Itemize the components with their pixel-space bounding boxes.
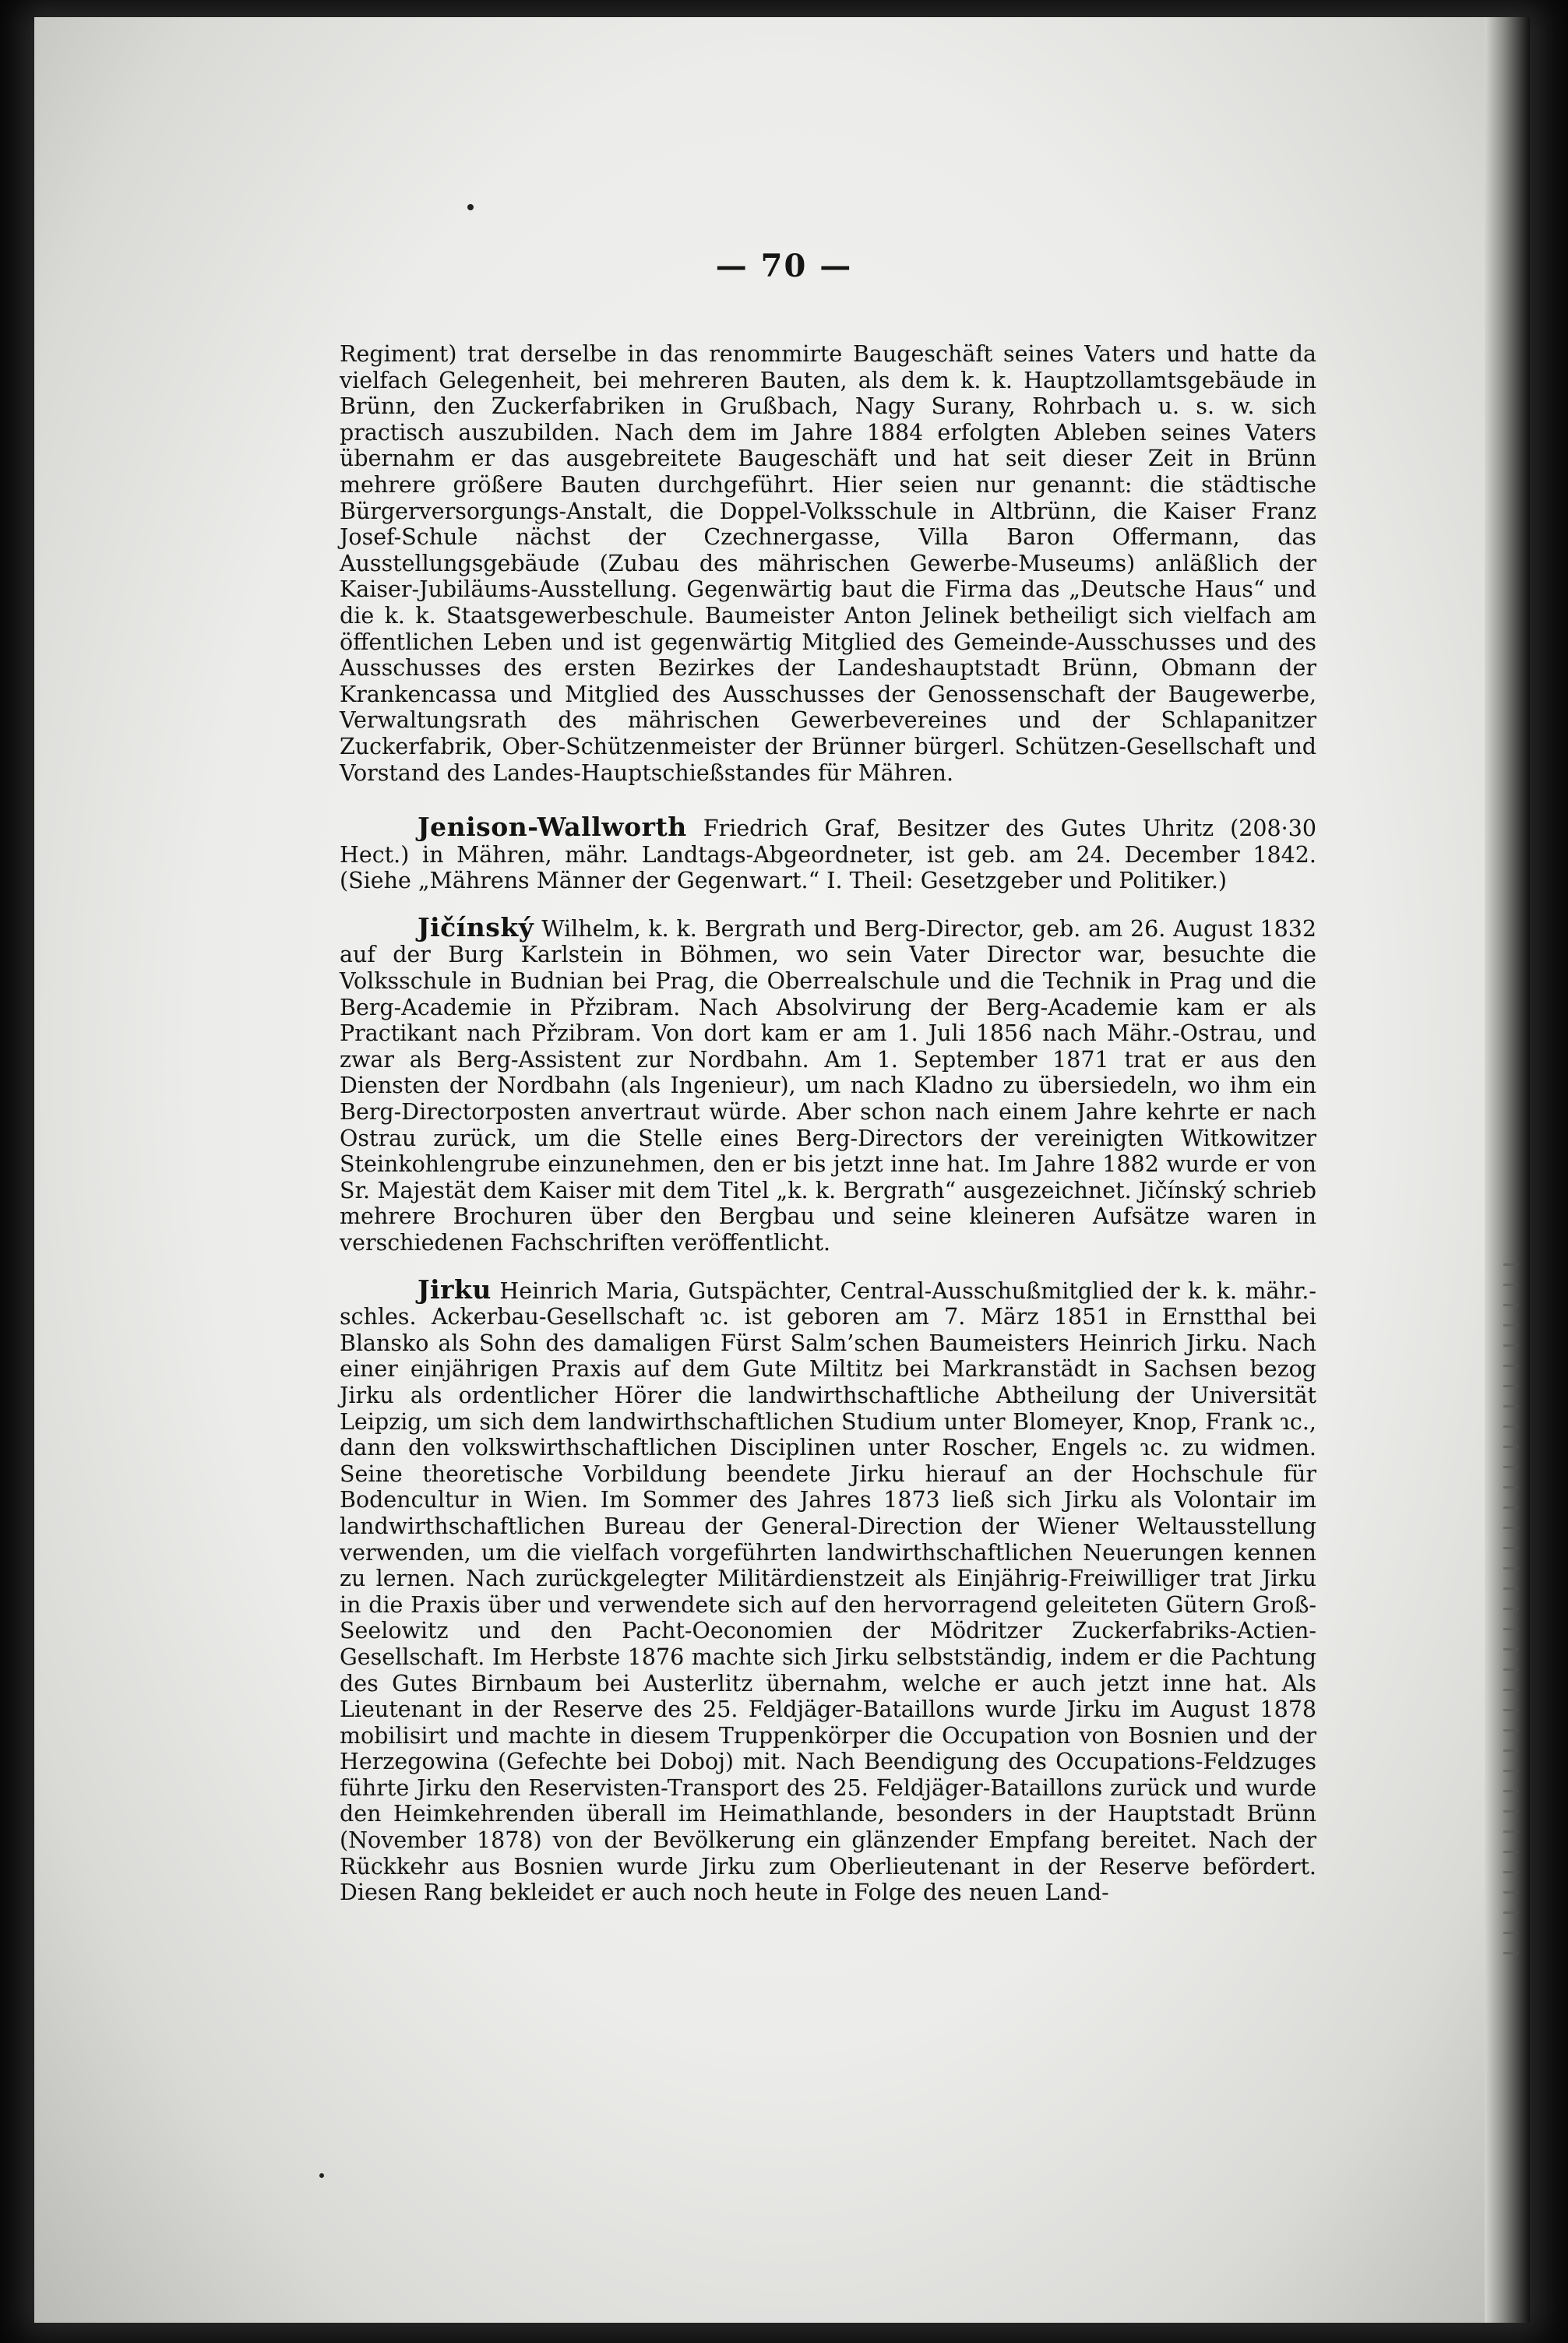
entry-text: Wilhelm, k. k. Bergrath und Berg-Director, geb. am 26. August 1832 auf der Burg Karlstein in Böhmen, wo sein Vater Director war, besuchte die Volksschule in Budnian bei Prag, die Oberrealschule und die Technik in Prag und die Berg-Academie in Přzibram. Nach Absolvirung der Berg-Academie kam er als Practikant nach Přzibram. Von dort kam er am 1. Juli 1856 nach Mähr.-Ostrau, und zwar als Berg-Assistent zur Nordbahn. Am 1. September 1871 trat er aus den Diensten der Nordbahn (als Ingenieur), um nach Kladno zu übersiedeln, wo ihm ein Berg-Directorposten anvertraut würde. Aber schon nach einem Jahre kehrte er nach Ostrau zurück, um die Stelle eines Berg-Directors der vereinigten Witkowitzer Steinkohlengrube einzunehmen, den er bis jetzt inne hat. Im Jahre 1882 wurde er von Sr. Majestät dem Kaiser mit dem Titel „k. k. Bergrath“ ausgezeichnet. Jičínský schrieb mehrere Brochuren über den Bergbau und seine kleineren Aufsätze waren in verschiedenen Fachschriften veröffentlicht. (340, 915, 1316, 1256)
entry-lemma: Jenison-Wallworth (418, 812, 687, 843)
entry-continuation (340, 341, 1316, 786)
entry-text: Friedrich Graf, Besitzer des Gutes Uhritz (208·30 Hect.) in Mähren, mähr. Landtags-Abgeordneter, ist geb. am 24. December 1842. (Siehe „Mährens Männer der Gegenwart.“ I. Theil: Gesetzgeber und Politiker.) (340, 816, 1317, 894)
article-text (340, 341, 1316, 1906)
entry-jirku (340, 1274, 1317, 1906)
entry-lemma: Jirku (418, 1274, 492, 1305)
entry-lemma: Jičínský (418, 911, 534, 942)
entry-jicinsky (340, 911, 1316, 1256)
page-spine-shadow (1485, 17, 1530, 2323)
speck (319, 2173, 324, 2178)
spine-marks (1503, 1263, 1519, 1964)
entry-text: Regiment) trat derselbe in das renommirte Baugeschäft seines Vaters und hatte da vielfach Gelegenheit, bei mehreren Bauten, als dem k. k. Hauptzollamtsgebäude in Brünn, den Zuckerfabriken in Grußbach, Nagy Surany, Rohrbach u. s. w. sich practisch auszubilden. Nach dem im Jahre 1884 erfolgten Ableben seines Vaters übernahm er das ausgebreitete Baugeschäft und hat seit dieser Zeit in Brünn mehrere größere Bauten durchgeführt. Hier seien nur genannt: die städtische Bürgerversorgungs-Anstalt, die Doppel-Volksschule in Altbrünn, die Kaiser Franz Josef-Schule nächst der Czechnergasse, Villa Baron Offermann, das Ausstellungsgebäude (Zubau des mährischen Gewerbe-Museums) anläßlich der Kaiser-Jubiläums-Ausstellung. Gegenwärtig baut die Firma das „Deutsche Haus“ und die k. k. Staatsgewerbeschule. Baumeister Anton Jelinek betheiligt sich vielfach am öffentlichen Leben und ist gegenwärtig Mitglied des Gemeinde-Ausschusses und des Ausschusses des ersten Bezirkes der Landeshauptstadt Brünn, Obmann der Krankencassa und Mitglied des Ausschusses der Genossenschaft der Baugewerbe, Verwaltungsrath des mährischen Gewerbevereines und der Schlapanitzer Zuckerfabrik, Ober-Schützenmeister der Brünner bürgerl. Schützen-Gesellschaft und Vorstand des Landes-Hauptschießstandes für Mähren. (340, 341, 1316, 786)
entry-text: Heinrich Maria, Gutspächter, Central-Ausschußmitglied der k. k. mähr.-schles. Ackerbau-Gesellschaft ɿc. ist geboren am 7. März 1851 in Ernstthal bei Blansko als Sohn des damaligen Fürst Salm’schen Baumeisters Heinrich Jirku. Nach einer einjährigen Praxis auf dem Gute Miltitz bei Markranstädt in Sachsen bezog Jirku als ordentlicher Hörer die landwirthschaftliche Abtheilung der Universität Leipzig, um sich dem landwirthschaftlichen Studium unter Blomeyer, Knop, Frank ɿc., dann den volkswirthschaftlichen Disciplinen unter Roscher, Engels ɿc. zu widmen. Seine theoretische Vorbildung beendete Jirku hierauf an der Hochschule für Bodencultur in Wien. Im Sommer des Jahres 1873 ließ sich Jirku als Volontair im landwirthschaftlichen Bureau der General-Direction der Wiener Weltausstellung verwenden, um die vielfach vorgeführten landwirthschaftlichen Neuerungen kennen zu lernen. Nach zurückgelegter Militärdienstzeit als Einjährig-Freiwilliger trat Jirku in die Praxis über und verwendete sich auf den hervorragend geleiteten Gütern Groß-Seelowitz und den Pacht-Oeconomien der Mödritzer Zuckerfabriks-Actien-Gesellschaft. Im Herbste 1876 machte sich Jirku selbstständig, indem er die Pachtung des Gutes Birnbaum bei Austerlitz übernahm, welche er auch jetzt inne hat. Als Lieutenant in der Reserve des 25. Feldjäger-Bataillons wurde Jirku im August 1878 mobilisirt und machte in diesem Truppenkörper die Occupation von Bosnien und der Herzegowina (Gefechte bei Doboj) mit. Nach Beendigung des Occupations-Feldzuges führte Jirku den Reservisten-Transport des 25. Feldjäger-Bataillons zurück und wurde den Heimkehrenden überall im Heimathlande, besonders in der Hauptstadt Brünn (November 1878) von der Bevölkerung ein glänzender Empfang bereitet. Nach der Rückkehr aus Bosnien wurde Jirku zum Oberlieutenant in der Reserve befördert. Diesen Rang bekleidet er auch noch heute in Folge des neuen Land- (340, 1277, 1317, 1906)
entry-jenison-wallworth (340, 814, 1316, 894)
speck (467, 204, 474, 210)
page-number: — 70 — (715, 248, 853, 284)
